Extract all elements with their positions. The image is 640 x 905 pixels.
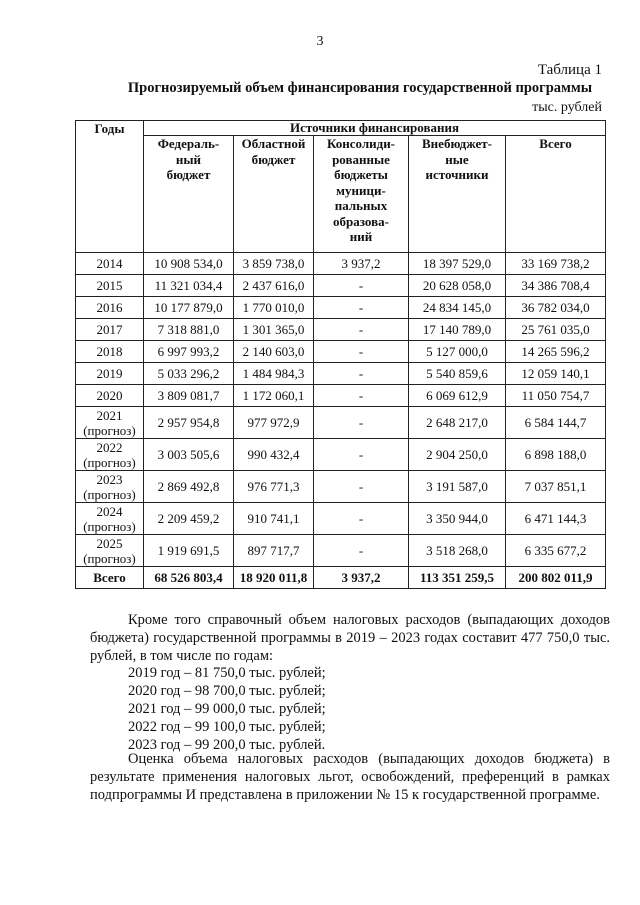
value-cell: 6 335 677,2	[506, 535, 606, 567]
units-label: тыс. рублей	[532, 100, 602, 115]
table-row	[76, 385, 606, 407]
column-header: Областной бюджет	[234, 136, 314, 253]
value-cell: 7 318 881,0	[144, 319, 234, 341]
value-cell: 897 717,7	[234, 535, 314, 567]
value-cell: -	[314, 471, 409, 503]
table-row	[76, 275, 606, 297]
tax-year-line: 2020 год – 98 700,0 тыс. рублей;	[128, 683, 326, 699]
financing-table	[75, 120, 606, 589]
table-row	[76, 253, 606, 275]
year-cell: 2025 (прогноз)	[76, 535, 144, 567]
total-value: 18 920 011,8	[234, 567, 314, 589]
year-cell: 2021 (прогноз)	[76, 407, 144, 439]
value-cell: -	[314, 385, 409, 407]
value-cell: -	[314, 341, 409, 363]
value-cell: 24 834 145,0	[409, 297, 506, 319]
paragraph-tax-expenses: Кроме того справочный объем налоговых расходов (выпадающих доходов бюджета) государственной программы в 2019 – 2023 годах составит 477 750,0 тыс. рублей, в том числе по годам:	[90, 612, 610, 664]
tax-year-line: 2021 год – 99 000,0 тыс. рублей;	[128, 701, 326, 717]
value-cell: -	[314, 297, 409, 319]
value-cell: -	[314, 319, 409, 341]
value-cell: 3 859 738,0	[234, 253, 314, 275]
value-cell: 20 628 058,0	[409, 275, 506, 297]
value-cell: 1 484 984,3	[234, 363, 314, 385]
value-cell: 6 997 993,2	[144, 341, 234, 363]
value-cell: 2 904 250,0	[409, 439, 506, 471]
table-row	[76, 535, 606, 567]
value-cell: 36 782 034,0	[506, 297, 606, 319]
column-header: Федераль- ный бюджет	[144, 136, 234, 253]
value-cell: -	[314, 439, 409, 471]
value-cell: 10 908 534,0	[144, 253, 234, 275]
page-number: 3	[316, 34, 324, 49]
total-value: 68 526 803,4	[144, 567, 234, 589]
year-cell: 2019	[76, 363, 144, 385]
table-row	[76, 471, 606, 503]
year-cell: 2024 (прогноз)	[76, 503, 144, 535]
value-cell: 7 037 851,1	[506, 471, 606, 503]
total-value: 113 351 259,5	[409, 567, 506, 589]
value-cell: 3 809 081,7	[144, 385, 234, 407]
table-row	[76, 503, 606, 535]
total-value: 200 802 011,9	[506, 567, 606, 589]
tax-year-line: 2023 год – 99 200,0 тыс. рублей.	[128, 737, 326, 753]
tax-year-line: 2019 год – 81 750,0 тыс. рублей;	[128, 665, 326, 681]
value-cell: 3 350 944,0	[409, 503, 506, 535]
value-cell: 34 386 708,4	[506, 275, 606, 297]
value-cell: 2 957 954,8	[144, 407, 234, 439]
value-cell: 11 050 754,7	[506, 385, 606, 407]
value-cell: 6 584 144,7	[506, 407, 606, 439]
column-header: Всего	[506, 136, 606, 253]
table-row	[76, 341, 606, 363]
value-cell: 2 140 603,0	[234, 341, 314, 363]
year-cell: 2017	[76, 319, 144, 341]
value-cell: 25 761 035,0	[506, 319, 606, 341]
column-header: Консолиди- рованные бюджеты муници- пальных образова- ний	[314, 136, 409, 253]
year-cell: 2014	[76, 253, 144, 275]
value-cell: 3 937,2	[314, 253, 409, 275]
year-cell: 2022 (прогноз)	[76, 439, 144, 471]
value-cell: 1 301 365,0	[234, 319, 314, 341]
total-row	[76, 567, 606, 589]
table-row	[76, 363, 606, 385]
value-cell: -	[314, 503, 409, 535]
value-cell: 10 177 879,0	[144, 297, 234, 319]
paragraph-assessment: Оценка объема налоговых расходов (выпадающих доходов бюджета) в результате применения налоговых льгот, освобождений, преференций в рамках подпрограммы И представлена в приложении № 15 к государственной программе.	[90, 751, 610, 803]
value-cell: 1 770 010,0	[234, 297, 314, 319]
value-cell: 18 397 529,0	[409, 253, 506, 275]
year-cell: 2018	[76, 341, 144, 363]
value-cell: -	[314, 363, 409, 385]
header-sources: Источники финансирования	[144, 121, 606, 136]
year-cell: 2023 (прогноз)	[76, 471, 144, 503]
value-cell: 5 127 000,0	[409, 341, 506, 363]
value-cell: 3 003 505,6	[144, 439, 234, 471]
value-cell: 11 321 034,4	[144, 275, 234, 297]
table-label: Таблица 1	[537, 62, 602, 78]
table-row	[76, 407, 606, 439]
table-row	[76, 297, 606, 319]
year-cell: 2016	[76, 297, 144, 319]
value-cell: 2 648 217,0	[409, 407, 506, 439]
value-cell: -	[314, 275, 409, 297]
value-cell: 17 140 789,0	[409, 319, 506, 341]
value-cell: 990 432,4	[234, 439, 314, 471]
tax-year-line: 2022 год – 99 100,0 тыс. рублей;	[128, 719, 326, 735]
value-cell: 5 033 296,2	[144, 363, 234, 385]
value-cell: 6 471 144,3	[506, 503, 606, 535]
value-cell: 2 209 459,2	[144, 503, 234, 535]
value-cell: 5 540 859,6	[409, 363, 506, 385]
value-cell: 976 771,3	[234, 471, 314, 503]
value-cell: -	[314, 407, 409, 439]
table-row	[76, 439, 606, 471]
value-cell: 14 265 596,2	[506, 341, 606, 363]
value-cell: 3 518 268,0	[409, 535, 506, 567]
value-cell: 1 919 691,5	[144, 535, 234, 567]
value-cell: 977 972,9	[234, 407, 314, 439]
total-label: Всего	[76, 567, 144, 589]
value-cell: 33 169 738,2	[506, 253, 606, 275]
year-cell: 2015	[76, 275, 144, 297]
value-cell: 3 191 587,0	[409, 471, 506, 503]
value-cell: 6 898 188,0	[506, 439, 606, 471]
value-cell: 12 059 140,1	[506, 363, 606, 385]
value-cell: 2 437 616,0	[234, 275, 314, 297]
value-cell: 1 172 060,1	[234, 385, 314, 407]
column-header: Внебюджет- ные источники	[409, 136, 506, 253]
total-value: 3 937,2	[314, 567, 409, 589]
value-cell: 910 741,1	[234, 503, 314, 535]
table-title: Прогнозируемый объем финансирования государственной программы	[127, 80, 593, 96]
year-cell: 2020	[76, 385, 144, 407]
header-years: Годы	[76, 121, 144, 253]
table-row	[76, 319, 606, 341]
value-cell: -	[314, 535, 409, 567]
value-cell: 2 869 492,8	[144, 471, 234, 503]
value-cell: 6 069 612,9	[409, 385, 506, 407]
